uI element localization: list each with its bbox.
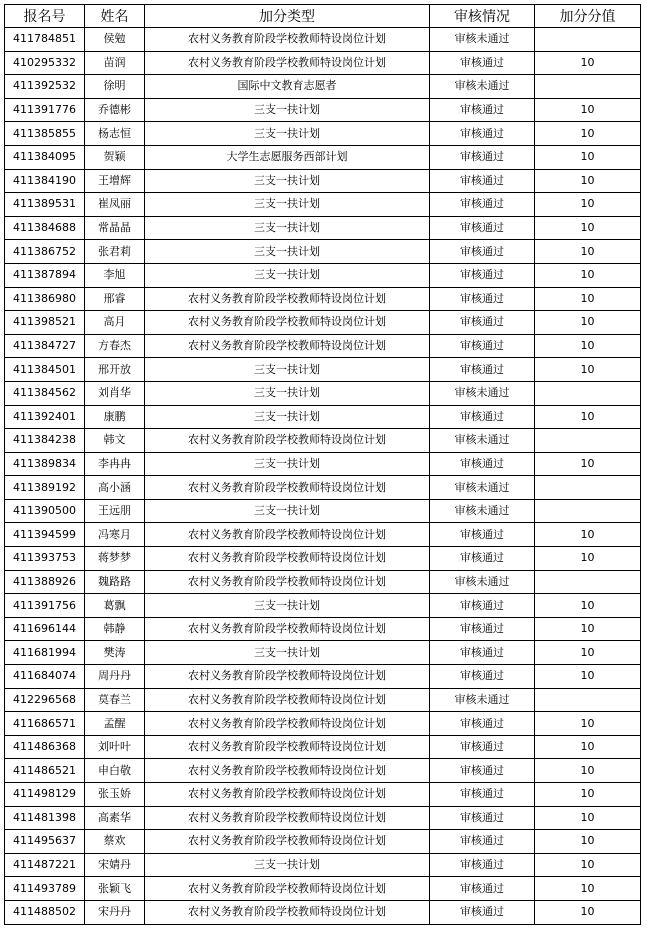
registration-number-cell: 411384727 bbox=[5, 334, 85, 358]
name-cell: 葛飘 bbox=[85, 594, 145, 618]
name-cell: 康鹏 bbox=[85, 405, 145, 429]
table-row bbox=[5, 712, 641, 736]
bonus-points-cell bbox=[535, 570, 641, 594]
name-cell: 方春杰 bbox=[85, 334, 145, 358]
registration-number-cell: 411391776 bbox=[5, 98, 85, 122]
registration-number-cell: 411498129 bbox=[5, 783, 85, 807]
bonus-points-cell: 10 bbox=[535, 311, 641, 335]
name-cell: 宋婧丹 bbox=[85, 853, 145, 877]
review-status-cell: 审核通过 bbox=[430, 877, 535, 901]
bonus-points-cell: 10 bbox=[535, 193, 641, 217]
review-status-cell: 审核通过 bbox=[430, 547, 535, 571]
name-cell: 贺颖 bbox=[85, 145, 145, 169]
bonus-points-cell: 10 bbox=[535, 853, 641, 877]
bonus-type-cell: 农村义务教育阶段学校教师特设岗位计划 bbox=[145, 877, 430, 901]
registration-number-cell: 411389531 bbox=[5, 193, 85, 217]
table-row bbox=[5, 735, 641, 759]
registration-number-cell: 411486368 bbox=[5, 735, 85, 759]
table-row bbox=[5, 216, 641, 240]
bonus-type-cell: 农村义务教育阶段学校教师特设岗位计划 bbox=[145, 429, 430, 453]
review-status-cell: 审核通过 bbox=[430, 900, 535, 924]
bonus-type-cell: 三支一扶计划 bbox=[145, 98, 430, 122]
bonus-type-cell: 农村义务教育阶段学校教师特设岗位计划 bbox=[145, 523, 430, 547]
registration-number-cell: 411481398 bbox=[5, 806, 85, 830]
name-cell: 高小涵 bbox=[85, 476, 145, 500]
bonus-type-cell: 农村义务教育阶段学校教师特设岗位计划 bbox=[145, 900, 430, 924]
review-status-cell: 审核通过 bbox=[430, 287, 535, 311]
bonus-type-cell: 农村义务教育阶段学校教师特设岗位计划 bbox=[145, 665, 430, 689]
table-row bbox=[5, 358, 641, 382]
name-cell: 韩文 bbox=[85, 429, 145, 453]
bonus-type-cell: 三支一扶计划 bbox=[145, 641, 430, 665]
bonus-type-cell: 国际中文教育志愿者 bbox=[145, 75, 430, 99]
bonus-type-cell: 三支一扶计划 bbox=[145, 122, 430, 146]
registration-number-cell: 411389192 bbox=[5, 476, 85, 500]
registration-number-cell: 411384688 bbox=[5, 216, 85, 240]
registration-number-cell: 411486521 bbox=[5, 759, 85, 783]
table-row bbox=[5, 75, 641, 99]
bonus-points-cell bbox=[535, 75, 641, 99]
table-row bbox=[5, 169, 641, 193]
bonus-type-cell: 农村义务教育阶段学校教师特设岗位计划 bbox=[145, 547, 430, 571]
bonus-points-cell: 10 bbox=[535, 122, 641, 146]
header-registration-number: 报名号 bbox=[5, 5, 85, 28]
registration-number-cell: 411392401 bbox=[5, 405, 85, 429]
bonus-points-cell bbox=[535, 429, 641, 453]
registration-number-cell: 411495637 bbox=[5, 830, 85, 854]
review-status-cell: 审核未通过 bbox=[430, 381, 535, 405]
name-cell: 王增辉 bbox=[85, 169, 145, 193]
registration-number-cell: 411488502 bbox=[5, 900, 85, 924]
table-row bbox=[5, 51, 641, 75]
bonus-type-cell: 三支一扶计划 bbox=[145, 381, 430, 405]
table-row bbox=[5, 452, 641, 476]
name-cell: 杨志恒 bbox=[85, 122, 145, 146]
table-row bbox=[5, 334, 641, 358]
bonus-points-cell: 10 bbox=[535, 287, 641, 311]
bonus-points-cell: 10 bbox=[535, 240, 641, 264]
table-row bbox=[5, 688, 641, 712]
bonus-type-cell: 三支一扶计划 bbox=[145, 405, 430, 429]
table-row bbox=[5, 547, 641, 571]
registration-number-cell: 411387894 bbox=[5, 263, 85, 287]
registration-number-cell: 411398521 bbox=[5, 311, 85, 335]
table-row bbox=[5, 570, 641, 594]
bonus-points-cell: 10 bbox=[535, 51, 641, 75]
name-cell: 蔡欢 bbox=[85, 830, 145, 854]
bonus-points-cell: 10 bbox=[535, 735, 641, 759]
bonus-type-cell: 农村义务教育阶段学校教师特设岗位计划 bbox=[145, 570, 430, 594]
name-cell: 刘叶叶 bbox=[85, 735, 145, 759]
review-status-cell: 审核通过 bbox=[430, 712, 535, 736]
bonus-type-cell: 三支一扶计划 bbox=[145, 216, 430, 240]
bonus-type-cell: 农村义务教育阶段学校教师特设岗位计划 bbox=[145, 287, 430, 311]
bonus-points-cell: 10 bbox=[535, 216, 641, 240]
header-review-status: 审核情况 bbox=[430, 5, 535, 28]
bonus-points-cell: 10 bbox=[535, 334, 641, 358]
bonus-points-cell: 10 bbox=[535, 806, 641, 830]
review-status-cell: 审核通过 bbox=[430, 641, 535, 665]
name-cell: 邢睿 bbox=[85, 287, 145, 311]
review-status-cell: 审核通过 bbox=[430, 240, 535, 264]
bonus-type-cell: 农村义务教育阶段学校教师特设岗位计划 bbox=[145, 334, 430, 358]
table-row bbox=[5, 145, 641, 169]
review-status-cell: 审核通过 bbox=[430, 263, 535, 287]
header-bonus-points: 加分分值 bbox=[535, 5, 641, 28]
registration-number-cell: 411392532 bbox=[5, 75, 85, 99]
bonus-type-cell: 农村义务教育阶段学校教师特设岗位计划 bbox=[145, 688, 430, 712]
name-cell: 李旭 bbox=[85, 263, 145, 287]
bonus-type-cell: 农村义务教育阶段学校教师特设岗位计划 bbox=[145, 51, 430, 75]
name-cell: 崔凤丽 bbox=[85, 193, 145, 217]
bonus-type-cell: 三支一扶计划 bbox=[145, 594, 430, 618]
bonus-points-cell: 10 bbox=[535, 452, 641, 476]
table-row bbox=[5, 193, 641, 217]
table-row bbox=[5, 287, 641, 311]
name-cell: 张颖飞 bbox=[85, 877, 145, 901]
bonus-points-cell bbox=[535, 476, 641, 500]
bonus-type-cell: 农村义务教育阶段学校教师特设岗位计划 bbox=[145, 28, 430, 52]
header-bonus-type: 加分类型 bbox=[145, 5, 430, 28]
review-status-cell: 审核未通过 bbox=[430, 28, 535, 52]
bonus-type-cell: 三支一扶计划 bbox=[145, 193, 430, 217]
registration-number-cell: 411384501 bbox=[5, 358, 85, 382]
bonus-type-cell: 农村义务教育阶段学校教师特设岗位计划 bbox=[145, 735, 430, 759]
registration-number-cell: 412296568 bbox=[5, 688, 85, 712]
name-cell: 高月 bbox=[85, 311, 145, 335]
review-status-cell: 审核通过 bbox=[430, 169, 535, 193]
table-row bbox=[5, 877, 641, 901]
review-status-cell: 审核通过 bbox=[430, 334, 535, 358]
table-row bbox=[5, 853, 641, 877]
table-row bbox=[5, 783, 641, 807]
bonus-points-cell bbox=[535, 381, 641, 405]
name-cell: 李冉冉 bbox=[85, 452, 145, 476]
table-row bbox=[5, 98, 641, 122]
bonus-type-cell: 三支一扶计划 bbox=[145, 169, 430, 193]
bonus-type-cell: 农村义务教育阶段学校教师特设岗位计划 bbox=[145, 783, 430, 807]
bonus-type-cell: 大学生志愿服务西部计划 bbox=[145, 145, 430, 169]
review-status-cell: 审核未通过 bbox=[430, 499, 535, 523]
review-status-cell: 审核通过 bbox=[430, 759, 535, 783]
review-status-cell: 审核通过 bbox=[430, 830, 535, 854]
name-cell: 冯寒月 bbox=[85, 523, 145, 547]
review-status-cell: 审核通过 bbox=[430, 783, 535, 807]
bonus-type-cell: 农村义务教育阶段学校教师特设岗位计划 bbox=[145, 712, 430, 736]
review-status-cell: 审核通过 bbox=[430, 405, 535, 429]
registration-number-cell: 410295332 bbox=[5, 51, 85, 75]
registration-number-cell: 411386752 bbox=[5, 240, 85, 264]
name-cell: 申白敬 bbox=[85, 759, 145, 783]
review-status-cell: 审核未通过 bbox=[430, 75, 535, 99]
registration-number-cell: 411388926 bbox=[5, 570, 85, 594]
review-status-cell: 审核通过 bbox=[430, 145, 535, 169]
table-row bbox=[5, 641, 641, 665]
registration-number-cell: 411487221 bbox=[5, 853, 85, 877]
bonus-type-cell: 三支一扶计划 bbox=[145, 358, 430, 382]
bonus-points-cell bbox=[535, 499, 641, 523]
bonus-type-cell: 农村义务教育阶段学校教师特设岗位计划 bbox=[145, 476, 430, 500]
table-row bbox=[5, 429, 641, 453]
registration-number-cell: 411681994 bbox=[5, 641, 85, 665]
name-cell: 徐明 bbox=[85, 75, 145, 99]
name-cell: 莫春兰 bbox=[85, 688, 145, 712]
bonus-points-cell: 10 bbox=[535, 783, 641, 807]
table-row bbox=[5, 900, 641, 924]
registration-number-cell: 411393753 bbox=[5, 547, 85, 571]
registration-number-cell: 411394599 bbox=[5, 523, 85, 547]
registration-number-cell: 411384190 bbox=[5, 169, 85, 193]
bonus-type-cell: 农村义务教育阶段学校教师特设岗位计划 bbox=[145, 830, 430, 854]
review-status-cell: 审核通过 bbox=[430, 216, 535, 240]
review-status-cell: 审核通过 bbox=[430, 452, 535, 476]
bonus-points-cell: 10 bbox=[535, 169, 641, 193]
header-row bbox=[5, 5, 641, 28]
registration-number-cell: 411684074 bbox=[5, 665, 85, 689]
name-cell: 张玉娇 bbox=[85, 783, 145, 807]
bonus-type-cell: 农村义务教育阶段学校教师特设岗位计划 bbox=[145, 311, 430, 335]
bonus-points-cell: 10 bbox=[535, 900, 641, 924]
bonus-type-cell: 农村义务教育阶段学校教师特设岗位计划 bbox=[145, 806, 430, 830]
bonus-points-cell: 10 bbox=[535, 358, 641, 382]
table-row bbox=[5, 759, 641, 783]
bonus-points-cell: 10 bbox=[535, 405, 641, 429]
registration-number-cell: 411389834 bbox=[5, 452, 85, 476]
bonus-points-cell bbox=[535, 688, 641, 712]
review-status-cell: 审核通过 bbox=[430, 523, 535, 547]
bonus-points-cell: 10 bbox=[535, 877, 641, 901]
name-cell: 常晶晶 bbox=[85, 216, 145, 240]
bonus-points-cell: 10 bbox=[535, 547, 641, 571]
bonus-points-cell: 10 bbox=[535, 594, 641, 618]
table-row bbox=[5, 263, 641, 287]
name-cell: 乔德彬 bbox=[85, 98, 145, 122]
table-row bbox=[5, 476, 641, 500]
bonus-points-cell: 10 bbox=[535, 617, 641, 641]
name-cell: 苗润 bbox=[85, 51, 145, 75]
name-cell: 侯勉 bbox=[85, 28, 145, 52]
table-row bbox=[5, 28, 641, 52]
review-status-cell: 审核通过 bbox=[430, 122, 535, 146]
review-status-cell: 审核通过 bbox=[430, 735, 535, 759]
bonus-points-cell: 10 bbox=[535, 665, 641, 689]
review-status-cell: 审核通过 bbox=[430, 98, 535, 122]
bonus-points-cell: 10 bbox=[535, 98, 641, 122]
bonus-points-cell: 10 bbox=[535, 263, 641, 287]
name-cell: 高素华 bbox=[85, 806, 145, 830]
table-row bbox=[5, 830, 641, 854]
header-name: 姓名 bbox=[85, 5, 145, 28]
bonus-type-cell: 三支一扶计划 bbox=[145, 452, 430, 476]
bonus-type-cell: 三支一扶计划 bbox=[145, 263, 430, 287]
bonus-points-table bbox=[4, 4, 641, 925]
review-status-cell: 审核通过 bbox=[430, 594, 535, 618]
bonus-points-cell: 10 bbox=[535, 641, 641, 665]
name-cell: 魏路路 bbox=[85, 570, 145, 594]
review-status-cell: 审核未通过 bbox=[430, 476, 535, 500]
review-status-cell: 审核未通过 bbox=[430, 688, 535, 712]
review-status-cell: 审核通过 bbox=[430, 806, 535, 830]
name-cell: 邢开放 bbox=[85, 358, 145, 382]
review-status-cell: 审核通过 bbox=[430, 193, 535, 217]
registration-number-cell: 411696144 bbox=[5, 617, 85, 641]
name-cell: 周丹丹 bbox=[85, 665, 145, 689]
bonus-type-cell: 三支一扶计划 bbox=[145, 853, 430, 877]
table-body bbox=[5, 28, 641, 925]
review-status-cell: 审核通过 bbox=[430, 358, 535, 382]
review-status-cell: 审核通过 bbox=[430, 617, 535, 641]
name-cell: 张君莉 bbox=[85, 240, 145, 264]
table-row bbox=[5, 806, 641, 830]
registration-number-cell: 411385855 bbox=[5, 122, 85, 146]
registration-number-cell: 411784851 bbox=[5, 28, 85, 52]
registration-number-cell: 411384238 bbox=[5, 429, 85, 453]
bonus-points-cell: 10 bbox=[535, 145, 641, 169]
review-status-cell: 审核未通过 bbox=[430, 429, 535, 453]
review-status-cell: 审核通过 bbox=[430, 311, 535, 335]
registration-number-cell: 411386980 bbox=[5, 287, 85, 311]
registration-number-cell: 411384562 bbox=[5, 381, 85, 405]
review-status-cell: 审核未通过 bbox=[430, 570, 535, 594]
table-row bbox=[5, 523, 641, 547]
bonus-points-cell bbox=[535, 28, 641, 52]
bonus-type-cell: 农村义务教育阶段学校教师特设岗位计划 bbox=[145, 759, 430, 783]
name-cell: 王远朋 bbox=[85, 499, 145, 523]
review-status-cell: 审核通过 bbox=[430, 665, 535, 689]
table-row bbox=[5, 311, 641, 335]
bonus-points-cell: 10 bbox=[535, 523, 641, 547]
registration-number-cell: 411390500 bbox=[5, 499, 85, 523]
registration-number-cell: 411391756 bbox=[5, 594, 85, 618]
registration-number-cell: 411686571 bbox=[5, 712, 85, 736]
registration-number-cell: 411493789 bbox=[5, 877, 85, 901]
table-row bbox=[5, 665, 641, 689]
table-row bbox=[5, 122, 641, 146]
name-cell: 蒋梦梦 bbox=[85, 547, 145, 571]
bonus-points-cell: 10 bbox=[535, 830, 641, 854]
table-row bbox=[5, 499, 641, 523]
review-status-cell: 审核通过 bbox=[430, 51, 535, 75]
table-row bbox=[5, 617, 641, 641]
bonus-type-cell: 三支一扶计划 bbox=[145, 499, 430, 523]
table-row bbox=[5, 405, 641, 429]
name-cell: 韩静 bbox=[85, 617, 145, 641]
table-row bbox=[5, 381, 641, 405]
bonus-points-cell: 10 bbox=[535, 759, 641, 783]
registration-number-cell: 411384095 bbox=[5, 145, 85, 169]
table-row bbox=[5, 594, 641, 618]
name-cell: 宋丹丹 bbox=[85, 900, 145, 924]
bonus-type-cell: 三支一扶计划 bbox=[145, 240, 430, 264]
name-cell: 刘肖华 bbox=[85, 381, 145, 405]
review-status-cell: 审核通过 bbox=[430, 853, 535, 877]
bonus-points-cell: 10 bbox=[535, 712, 641, 736]
name-cell: 樊涛 bbox=[85, 641, 145, 665]
table-row bbox=[5, 240, 641, 264]
bonus-type-cell: 农村义务教育阶段学校教师特设岗位计划 bbox=[145, 617, 430, 641]
name-cell: 孟醒 bbox=[85, 712, 145, 736]
